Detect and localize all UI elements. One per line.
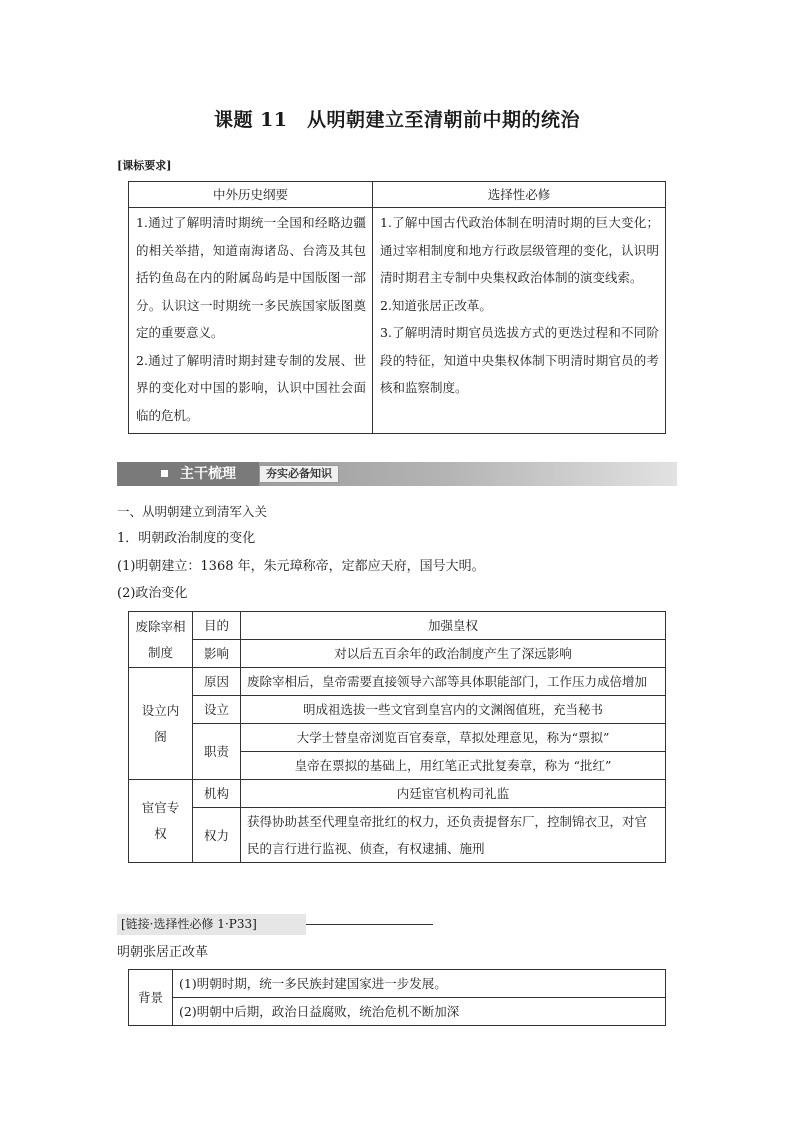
group-label: 设立内阁: [129, 668, 193, 780]
row-key: 原因: [193, 668, 241, 696]
curriculum-right-item: 2.知道张居正改革。: [380, 297, 492, 313]
curriculum-label: [课标要求]: [117, 159, 172, 172]
curriculum-left-item: 2.通过了解明清时期封建专制的发展、世界的变化对中国的影响，认识中国社会面临的危机。: [136, 352, 366, 423]
curriculum-header-left: 中外历史纲要: [129, 182, 373, 208]
section-band-subtitle: 夯实必备知识: [259, 465, 339, 483]
curriculum-right-cell: [373, 208, 666, 434]
section-band: [117, 462, 677, 486]
link-note: [链接·选择性必修 1·P33]: [117, 914, 306, 935]
row-value: 皇帝在票拟的基础上，用红笔正式批复奏章，称为 “批红”: [241, 752, 666, 780]
group-label: 宦官专权: [129, 780, 193, 863]
background-head: 背景: [129, 970, 173, 1026]
background-table: [128, 969, 666, 1026]
group-label: 废除宰相制度: [129, 612, 193, 668]
curriculum-right-item: 3.了解明清时期官员选拔方式的更迭过程和不同阶段的特征，知道中央集权体制下明清时期官员的考核和监察制度。: [380, 325, 659, 395]
section-band-title: 主干梳理: [180, 466, 236, 482]
curriculum-right-item: 1.了解中国古代政治体制在明清时期的巨大变化；通过宰相制度和地方行政层级管理的变化，认识明清时期君主专制中央集权政治体制的演变线索。: [380, 215, 659, 285]
row-key: 权力: [193, 808, 241, 863]
politics-table: [128, 611, 666, 863]
divider: [306, 924, 433, 925]
row-key: 目的: [193, 612, 241, 640]
row-value: 加强皇权: [241, 612, 666, 640]
subsection-heading: 明朝张居正改革: [117, 945, 209, 960]
curriculum-header-right: 选择性必修: [373, 182, 666, 208]
point-heading: 1．明朝政治制度的变化: [117, 531, 256, 546]
section-band-dark: [117, 462, 259, 486]
section-heading: 一、从明朝建立到清军入关: [117, 504, 268, 519]
row-key: 影响: [193, 640, 241, 668]
curriculum-left-cell: [129, 208, 373, 434]
point-text: (1)明朝建立：1368 年，朱元璋称帝，定都应天府，国号大明。: [117, 559, 485, 574]
point-text: (2)政治变化: [117, 586, 188, 601]
row-value: 废除宰相后，皇帝需要直接领导六部等具体职能部门，工作压力成倍增加: [241, 668, 666, 696]
row-value: 获得协助甚至代理皇帝批红的权力，还负责提督东厂，控制锦衣卫，对官民的言行进行监视、侦查，有权逮捕、施刑: [241, 808, 666, 863]
row-value: 内廷宦官机构司礼监: [241, 780, 666, 808]
row-key: 机构: [193, 780, 241, 808]
row-key: 职责: [193, 724, 241, 780]
row-value: 明成祖选拔一些文官到皇宫内的文渊阁值班，充当秘书: [241, 696, 666, 724]
background-line: (2)明朝中后期，政治日益腐败，统治危机不断加深: [173, 998, 666, 1026]
square-bullet-icon: [161, 470, 168, 477]
row-value: 大学士替皇帝浏览百官奏章，草拟处理意见，称为“票拟”: [241, 724, 666, 752]
row-key: 设立: [193, 696, 241, 724]
row-value: 对以后五百余年的政治制度产生了深远影响: [241, 640, 666, 668]
curriculum-table: [128, 181, 666, 434]
page-title: 课题 11 从明朝建立至清朝前中期的统治: [213, 109, 581, 131]
background-line: (1)明朝时期，统一多民族封建国家进一步发展。: [173, 970, 666, 998]
curriculum-left-item: 1.通过了解明清时期统一全国和经略边疆的相关举措，知道南海诸岛、台湾及其包括钓鱼岛在内的附属岛屿是中国版图一部分。认识这一时期统一多民族国家版图奠定的重要意义。: [136, 215, 366, 340]
